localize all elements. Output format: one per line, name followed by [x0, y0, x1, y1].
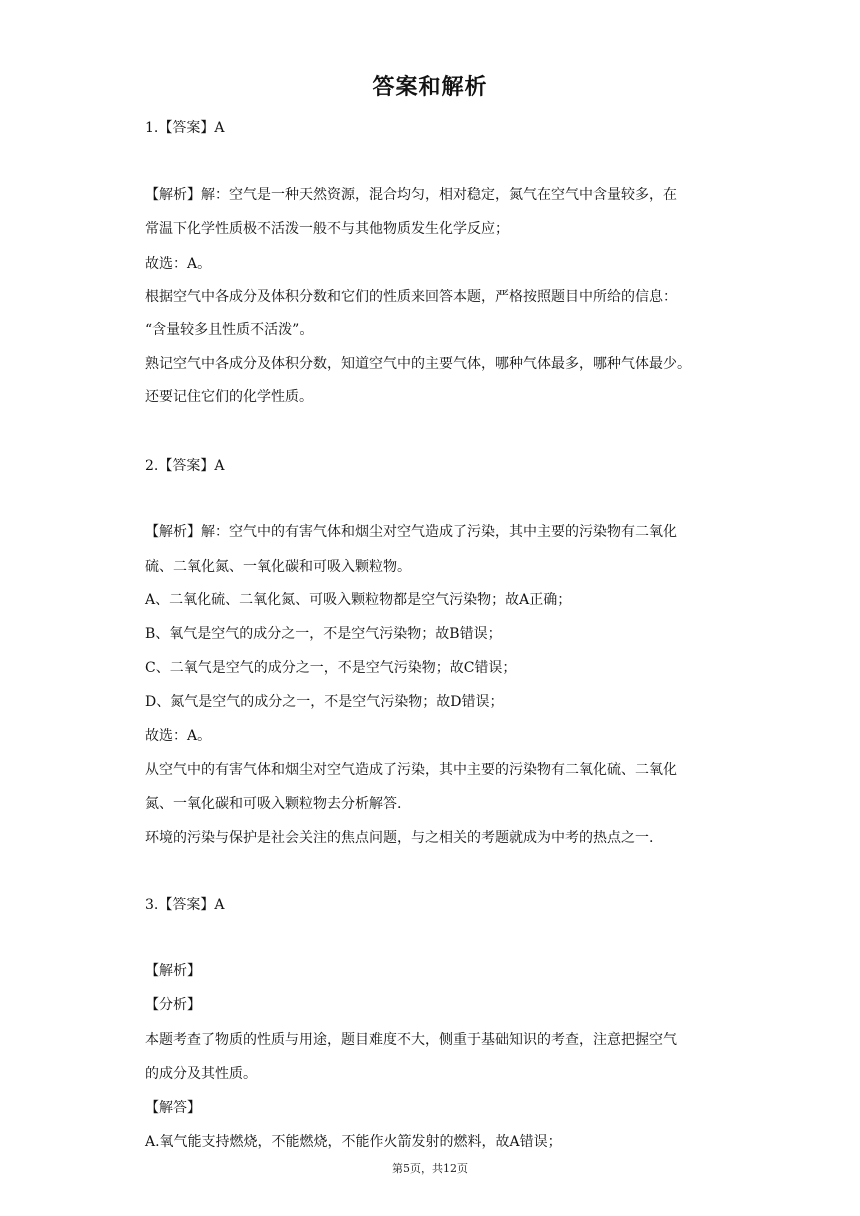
analysis-1-line: 根据空气中各成分及体积分数和它们的性质来回答本题，严格按照题目中所给的信息： [145, 289, 677, 305]
analysis-2-line: 氮、一氧化碳和可吸入颗粒物去分析解答. [145, 796, 402, 812]
analysis-3-line: 本题考查了物质的性质与用途，题目难度不大，侧重于基础知识的考查，注意把握空气 [145, 1032, 677, 1048]
analysis-3-line: 【解析】 [145, 963, 201, 979]
page-number-footer: 第5页，共12页 [392, 1162, 468, 1175]
analysis-3-line: 【分析】 [145, 997, 201, 1013]
answer-2: 2.【答案】A [145, 458, 225, 474]
analysis-2-line: 从空气中的有害气体和烟尘对空气造成了污染，其中主要的污染物有二氧化硫、二氧化 [145, 762, 677, 778]
analysis-1-line: 常温下化学性质极不活泼一般不与其他物质发生化学反应； [145, 221, 509, 237]
analysis-3-line: A.氧气能支持燃烧，不能燃烧，不能作火箭发射的燃料，故A错误； [145, 1134, 562, 1150]
analysis-1-line: 还要记住它们的化学性质。 [145, 389, 313, 405]
analysis-2-line: C、二氧气是空气的成分之一，不是空气污染物；故C错误； [145, 660, 517, 676]
analysis-3-line: 的成分及其性质。 [145, 1066, 257, 1082]
analysis-2-line: 硫、二氧化氮、一氧化碳和可吸入颗粒物。 [145, 559, 411, 575]
analysis-2-line: A、二氧化硫、二氧化氮、可吸入颗粒物都是空气污染物；故A正确； [145, 592, 572, 608]
analysis-2-line: 【解析】解：空气中的有害气体和烟尘对空气造成了污染，其中主要的污染物有二氧化 [145, 524, 677, 540]
answer-1: 1.【答案】A [145, 120, 225, 136]
analysis-1-line: “含量较多且性质不活泼”。 [145, 322, 314, 338]
analysis-2-line: B、氧气是空气的成分之一，不是空气污染物；故B错误； [145, 626, 502, 642]
answer-3: 3.【答案】A [145, 897, 225, 913]
analysis-3-line: 【解答】 [145, 1100, 201, 1116]
analysis-1-line: 熟记空气中各成分及体积分数，知道空气中的主要气体，哪种气体最多，哪种气体最少。 [145, 356, 691, 372]
analysis-2-line: 环境的污染与保护是社会关注的焦点问题，与之相关的考题就成为中考的热点之一. [145, 830, 654, 846]
analysis-1-line: 故选：A。 [145, 256, 212, 272]
page-title: 答案和解析 [372, 75, 488, 100]
analysis-2-line: D、氮气是空气的成分之一，不是空气污染物；故D错误； [145, 694, 504, 710]
analysis-2-line: 故选：A。 [145, 728, 212, 744]
analysis-1-line: 【解析】解：空气是一种天然资源，混合均匀，相对稳定，氮气在空气中含量较多，在 [145, 187, 677, 203]
